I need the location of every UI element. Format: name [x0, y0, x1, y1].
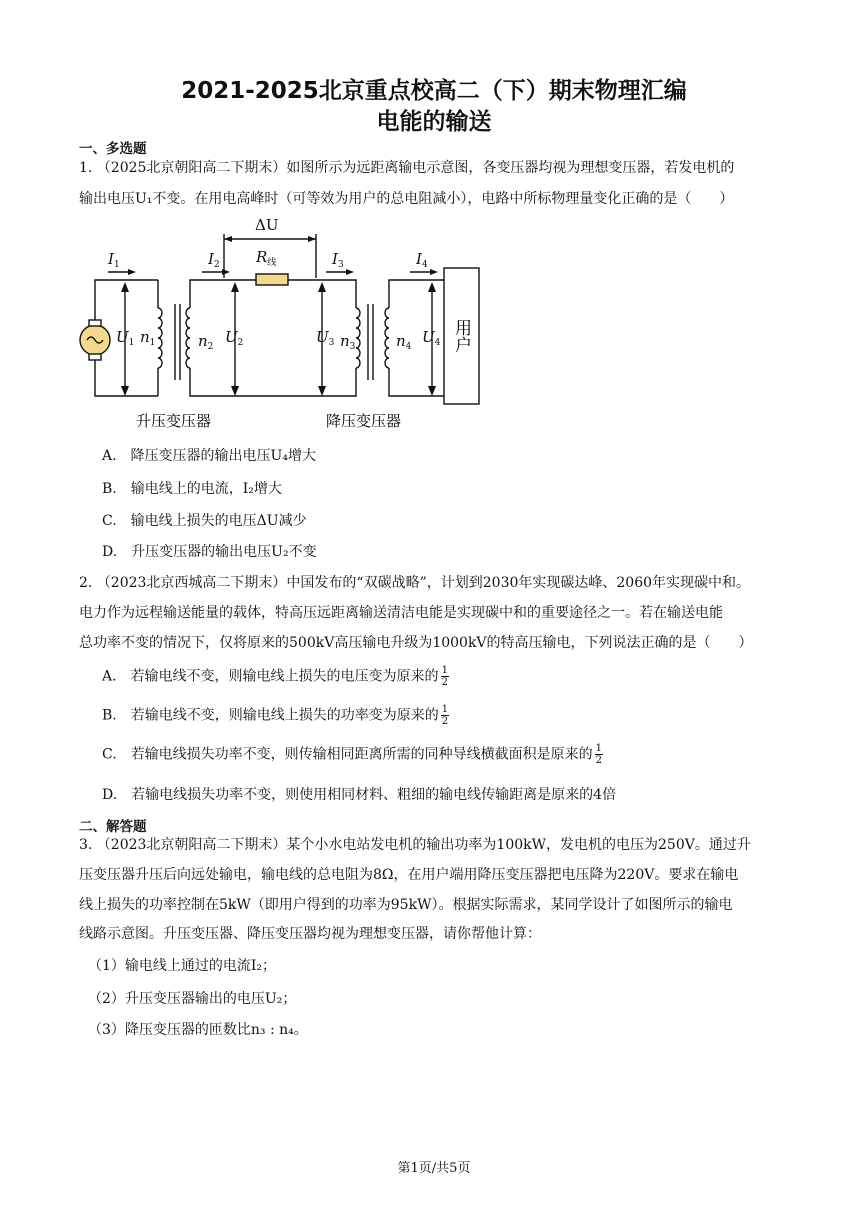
q2-option-a: A. 若输电线不变，则输电线上损失的电压变为原来的 $\frac{1}{2}$ [102, 665, 448, 688]
svg-text:I3: $I_3$ [332, 250, 344, 270]
label-i4: I [416, 250, 422, 268]
page-subtitle: 电能的输送 [376, 109, 492, 135]
q1-option-a: A. 降压变压器的输出电压U₄增大 [102, 448, 316, 464]
fraction-one-half: $\frac{1}{2}$ [595, 743, 603, 766]
label-user: 用户 [451, 319, 471, 353]
power-transmission-circuit-diagram [70, 212, 500, 434]
page-footer: 第1页/共5页 [397, 1161, 471, 1176]
section-heading-problems: 二、解答题 [79, 819, 147, 835]
label-n4: n [396, 332, 406, 350]
q1-stem-line2: 输出电压U₁不变。在用电高峰时（可等效为用户的总电阻减小），电路中所标物理量变化正确的是（ ） [79, 191, 734, 207]
label-i1: I [108, 250, 114, 268]
section-heading-multiple-choice: 一、多选题 [79, 141, 147, 157]
label-u4: U [422, 328, 435, 346]
label-u3: U [316, 328, 329, 346]
label-u1: U [116, 328, 129, 346]
q3-stem-line4: 线路示意图。升压变压器、降压变压器均视为理想变压器，请你帮他计算： [79, 926, 541, 942]
label-r-line-sub: 线 [267, 258, 277, 268]
q3-stem-line1: 3. （2023北京朝阳高二下期末）某个小水电站发电机的输出功率为100kW，发电机的电压为250V。通过升 [79, 837, 751, 853]
q1-option-d: D. 升压变压器的输出电压U₂不变 [102, 544, 317, 560]
svg-text:n2: $n_2$ [198, 332, 214, 352]
svg-text:R线 [255, 248, 276, 268]
q2-option-d: D. 若输电线损失功率不变，则使用相同材料、粗细的输电线传输距离是原来的4倍 [102, 787, 617, 803]
q2-stem-line3: 总功率不变的情况下，仅将原来的500kV高压输电升级为1000kV的特高压输电，下列说法正确的是（ ） [79, 635, 753, 651]
q1-stem-line1: 1. （2025北京朝阳高二下期末）如图所示为远距离输电示意图，各变压器均视为理想变压器，若发电机的 [79, 160, 735, 176]
svg-text:n1: $n_1$ [140, 328, 156, 348]
label-u2: U [225, 328, 238, 346]
svg-text:I1: $I_1$ [108, 250, 120, 270]
q2-option-c: C. 若输电线损失功率不变，则传输相同距离所需的同种导线横截面积是原来的 $\frac{1}{2}$ [102, 743, 603, 766]
fraction-one-half: $\frac{1}{2}$ [441, 704, 449, 727]
label-delta-u: ΔU [255, 216, 279, 234]
q1-option-c: C. 输电线上损失的电压ΔU减少 [102, 513, 307, 529]
svg-text:U1: $U_1$ [116, 328, 135, 348]
svg-text:n4: $n_4$ [396, 332, 412, 352]
label-step-down-transformer: 降压变压器 [326, 412, 402, 430]
q3-stem-line3: 线上损失的功率控制在5kW（即用户得到的功率为95kW）。根据实际需求，某同学设计了如图所示的输电 [79, 897, 733, 913]
label-n3: n [340, 332, 350, 350]
page-title: 2021-2025北京重点校高二（下）期末物理汇编 [181, 78, 687, 104]
q1-option-b: B. 输电线上的电流，I₂增大 [102, 481, 282, 497]
label-i2: I [208, 250, 214, 268]
q3-subquestion-2: （2）升压变压器输出的电压U₂； [88, 991, 297, 1007]
label-n2: n [198, 332, 208, 350]
svg-text:I4: $I_4$ [416, 250, 428, 270]
fraction-one-half: $\frac{1}{2}$ [441, 665, 448, 688]
q2-stem-line2: 电力作为远程输送能量的载体，特高压远距离输送清洁电能是实现碳中和的重要途径之一。若在输送电能 [79, 605, 723, 621]
q3-subquestion-3: （3）降压变压器的匝数比n₃ : n₄。 [88, 1022, 308, 1038]
q3-stem-line2: 压变压器升压后向远处输电，输电线的总电阻为8Ω，在用户端用降压变压器把电压降为220V。要求在输电 [79, 867, 739, 883]
label-step-up-transformer: 升压变压器 [136, 412, 212, 430]
label-r-line: R [256, 248, 268, 266]
svg-text:U2: $U_2$ [225, 328, 244, 348]
svg-text:ΔU [255, 216, 278, 234]
svg-text:U4: $U_4$ [422, 328, 441, 348]
q2-option-b: B. 若输电线不变，则输电线上损失的功率变为原来的 $\frac{1}{2}$ [102, 704, 449, 727]
label-i3: I [332, 250, 338, 268]
label-n1: n [140, 328, 150, 346]
svg-text:U3: $U_3$ [316, 328, 335, 348]
q2-stem-line1: 2. （2023北京西城高二下期末）中国发布的“双碳战略”，计划到2030年实现碳达峰、2060年实现碳中和。 [79, 575, 751, 591]
svg-text:n3: $n_3$ [340, 332, 356, 352]
svg-text:I2: $I_2$ [208, 250, 220, 270]
q3-subquestion-1: （1）输电线上通过的电流I₂； [88, 958, 277, 974]
